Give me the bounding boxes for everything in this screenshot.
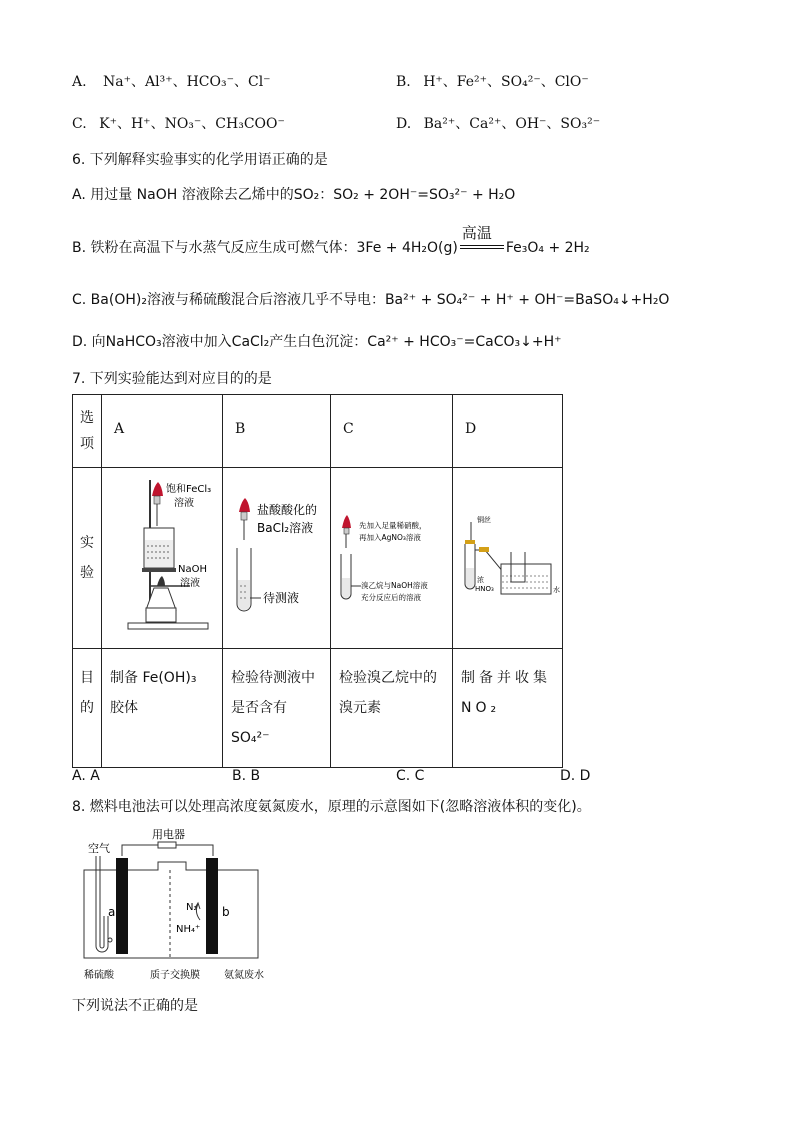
waste-water-label: 氨氮废水 — [224, 970, 264, 981]
n2-label: N₂ — [186, 902, 198, 913]
purpose-b-cell — [223, 649, 331, 768]
fig-b-label-acid: 盐酸酸化的 — [257, 503, 318, 517]
purpose-b: 检验待测液中是否含有SO₄²⁻ — [231, 670, 315, 746]
air-label: 空气 — [88, 842, 110, 855]
no2-collection-figure — [453, 468, 562, 644]
q5-option-c-text: K⁺、H⁺、NO₃⁻、CH₃COO⁻ — [99, 116, 285, 132]
q7-stem: 7. 下列实验能达到对应目的的是 — [72, 371, 272, 387]
table-row — [73, 468, 563, 649]
fig-d-label-hno3: HNO₃ — [475, 585, 494, 593]
q7-table — [72, 394, 563, 768]
q7-option-b: B. B — [232, 768, 261, 784]
q6-option-b-prefix: B. 铁粉在高温下与水蒸气反应生成可燃气体： — [72, 240, 357, 256]
fig-b-label-bacl2: BaCl₂溶液 — [257, 521, 314, 535]
fig-a-label-solution: 溶液 — [174, 498, 194, 509]
experiment-b-cell — [223, 468, 331, 649]
header-d: D — [465, 421, 477, 437]
q6-condition: 高温 — [461, 224, 492, 242]
q5-option-d — [396, 114, 600, 134]
purpose-a: 制备 Fe(OH)₃ 胶体 — [110, 670, 197, 716]
q5-option-b-label: B. — [396, 74, 411, 90]
q5-option-c-label: C. — [72, 116, 87, 132]
q5-option-a-text: Na⁺、Al³⁺、HCO₃⁻、Cl⁻ — [103, 74, 271, 90]
fuel-cell-diagram — [72, 822, 292, 992]
q7-option-d: D. D — [560, 768, 591, 784]
q6-option-d: D. 向NaHCO₃溶液中加入CaCl₂产生白色沉淀：Ca²⁺ + HCO₃⁻=CaCO₃↓+H⁺ — [72, 334, 562, 350]
q8-stem: 8. 燃料电池法可以处理高浓度氨氮废水，原理的示意图如下(忽略溶液体积的变化)。 — [72, 799, 591, 815]
sulfuric-acid-label: 稀硫酸 — [84, 970, 114, 981]
experiment-c-cell — [331, 468, 453, 649]
electrode-b-label: b — [222, 905, 230, 919]
q6-reaction-arrow — [460, 224, 504, 249]
fuel-cell-device-label: 用电器 — [152, 828, 185, 841]
fig-a-label-naoh: NaOH — [178, 564, 207, 575]
nh4-label: NH₄⁺ — [176, 924, 201, 935]
fe-oh3-apparatus-figure — [102, 468, 222, 644]
table-row — [73, 395, 563, 468]
purpose-a-cell — [102, 649, 223, 768]
q6-option-b-reactants: 3Fe + 4H₂O(g) — [356, 240, 458, 256]
q7-option-c: C. C — [396, 768, 425, 784]
q6-stem: 6. 下列解释实验事实的化学用语正确的是 — [72, 152, 328, 168]
q6-option-b-products: Fe₃O₄ + 2H₂ — [505, 240, 590, 256]
membrane-label: 质子交换膜 — [150, 970, 200, 981]
fig-c-label-top2: 再加入AgNO₃溶液 — [359, 533, 421, 542]
purpose-d-cell — [453, 649, 563, 768]
experiment-label-cell — [73, 468, 102, 649]
fig-c-label-bottom: 溴乙烷与NaOH溶液 — [361, 581, 428, 590]
electrode-a-label: a — [108, 905, 116, 919]
header-c: C — [343, 421, 354, 437]
q5-option-a — [72, 72, 271, 92]
fig-b-label-test-solution: 待测液 — [263, 591, 300, 605]
fig-a-label-fecl3: 饱和FeCl₃ — [166, 484, 212, 495]
table-row — [73, 649, 563, 768]
header-a: A — [114, 421, 125, 437]
header-cell-c — [331, 395, 453, 468]
experiment-label: 实验 — [80, 535, 94, 581]
header-cell-d — [453, 395, 563, 468]
header-option-cell — [73, 395, 102, 468]
sulfate-test-figure — [223, 468, 330, 644]
q5-option-c — [72, 114, 285, 134]
fig-c-label-top: 先加入足量稀硝酸， — [359, 521, 427, 530]
purpose-c: 检验溴乙烷中的溴元素 — [339, 670, 437, 716]
experiment-d-cell — [453, 468, 563, 649]
q7-option-a: A. A — [72, 768, 100, 784]
purpose-label: 目的 — [80, 670, 94, 716]
q5-option-b-text: H⁺、Fe²⁺、SO₄²⁻、ClO⁻ — [423, 74, 589, 90]
fig-c-label-bottom2: 充分反应后的溶液 — [361, 593, 421, 602]
fig-d-label-conc: 浓 — [477, 576, 484, 584]
q6-option-c: C. Ba(OH)₂溶液与稀硫酸混合后溶液几乎不导电：Ba²⁺ + SO₄²⁻ + H⁺ + OH⁻=BaSO₄↓+H₂O — [72, 292, 670, 308]
q5-option-d-label: D. — [396, 116, 412, 132]
header-cell-a — [102, 395, 223, 468]
fig-a-label-naoh-solution: 溶液 — [180, 578, 200, 589]
q6-option-b — [72, 224, 590, 258]
fig-d-label-water: 水 — [553, 586, 560, 594]
header-b: B — [235, 421, 246, 437]
bromoethane-test-figure — [331, 468, 452, 644]
q5-option-d-text: Ba²⁺、Ca²⁺、OH⁻、SO₃²⁻ — [423, 116, 601, 132]
fig-d-label-copper: 铜丝 — [477, 516, 491, 524]
header-cell-b — [223, 395, 331, 468]
q5-option-a-label: A. — [72, 74, 87, 90]
purpose-label-cell — [73, 649, 102, 768]
purpose-c-cell — [331, 649, 453, 768]
q8-question: 下列说法不正确的是 — [72, 998, 198, 1014]
q5-option-b — [396, 72, 589, 92]
header-option-label: 选项 — [80, 410, 94, 452]
q6-option-a: A. 用过量 NaOH 溶液除去乙烯中的SO₂：SO₂ + 2OH⁻=SO₃²⁻ + H₂O — [72, 187, 516, 203]
purpose-d: 制备并收集NO₂ — [461, 670, 551, 716]
experiment-a-cell — [102, 468, 223, 649]
